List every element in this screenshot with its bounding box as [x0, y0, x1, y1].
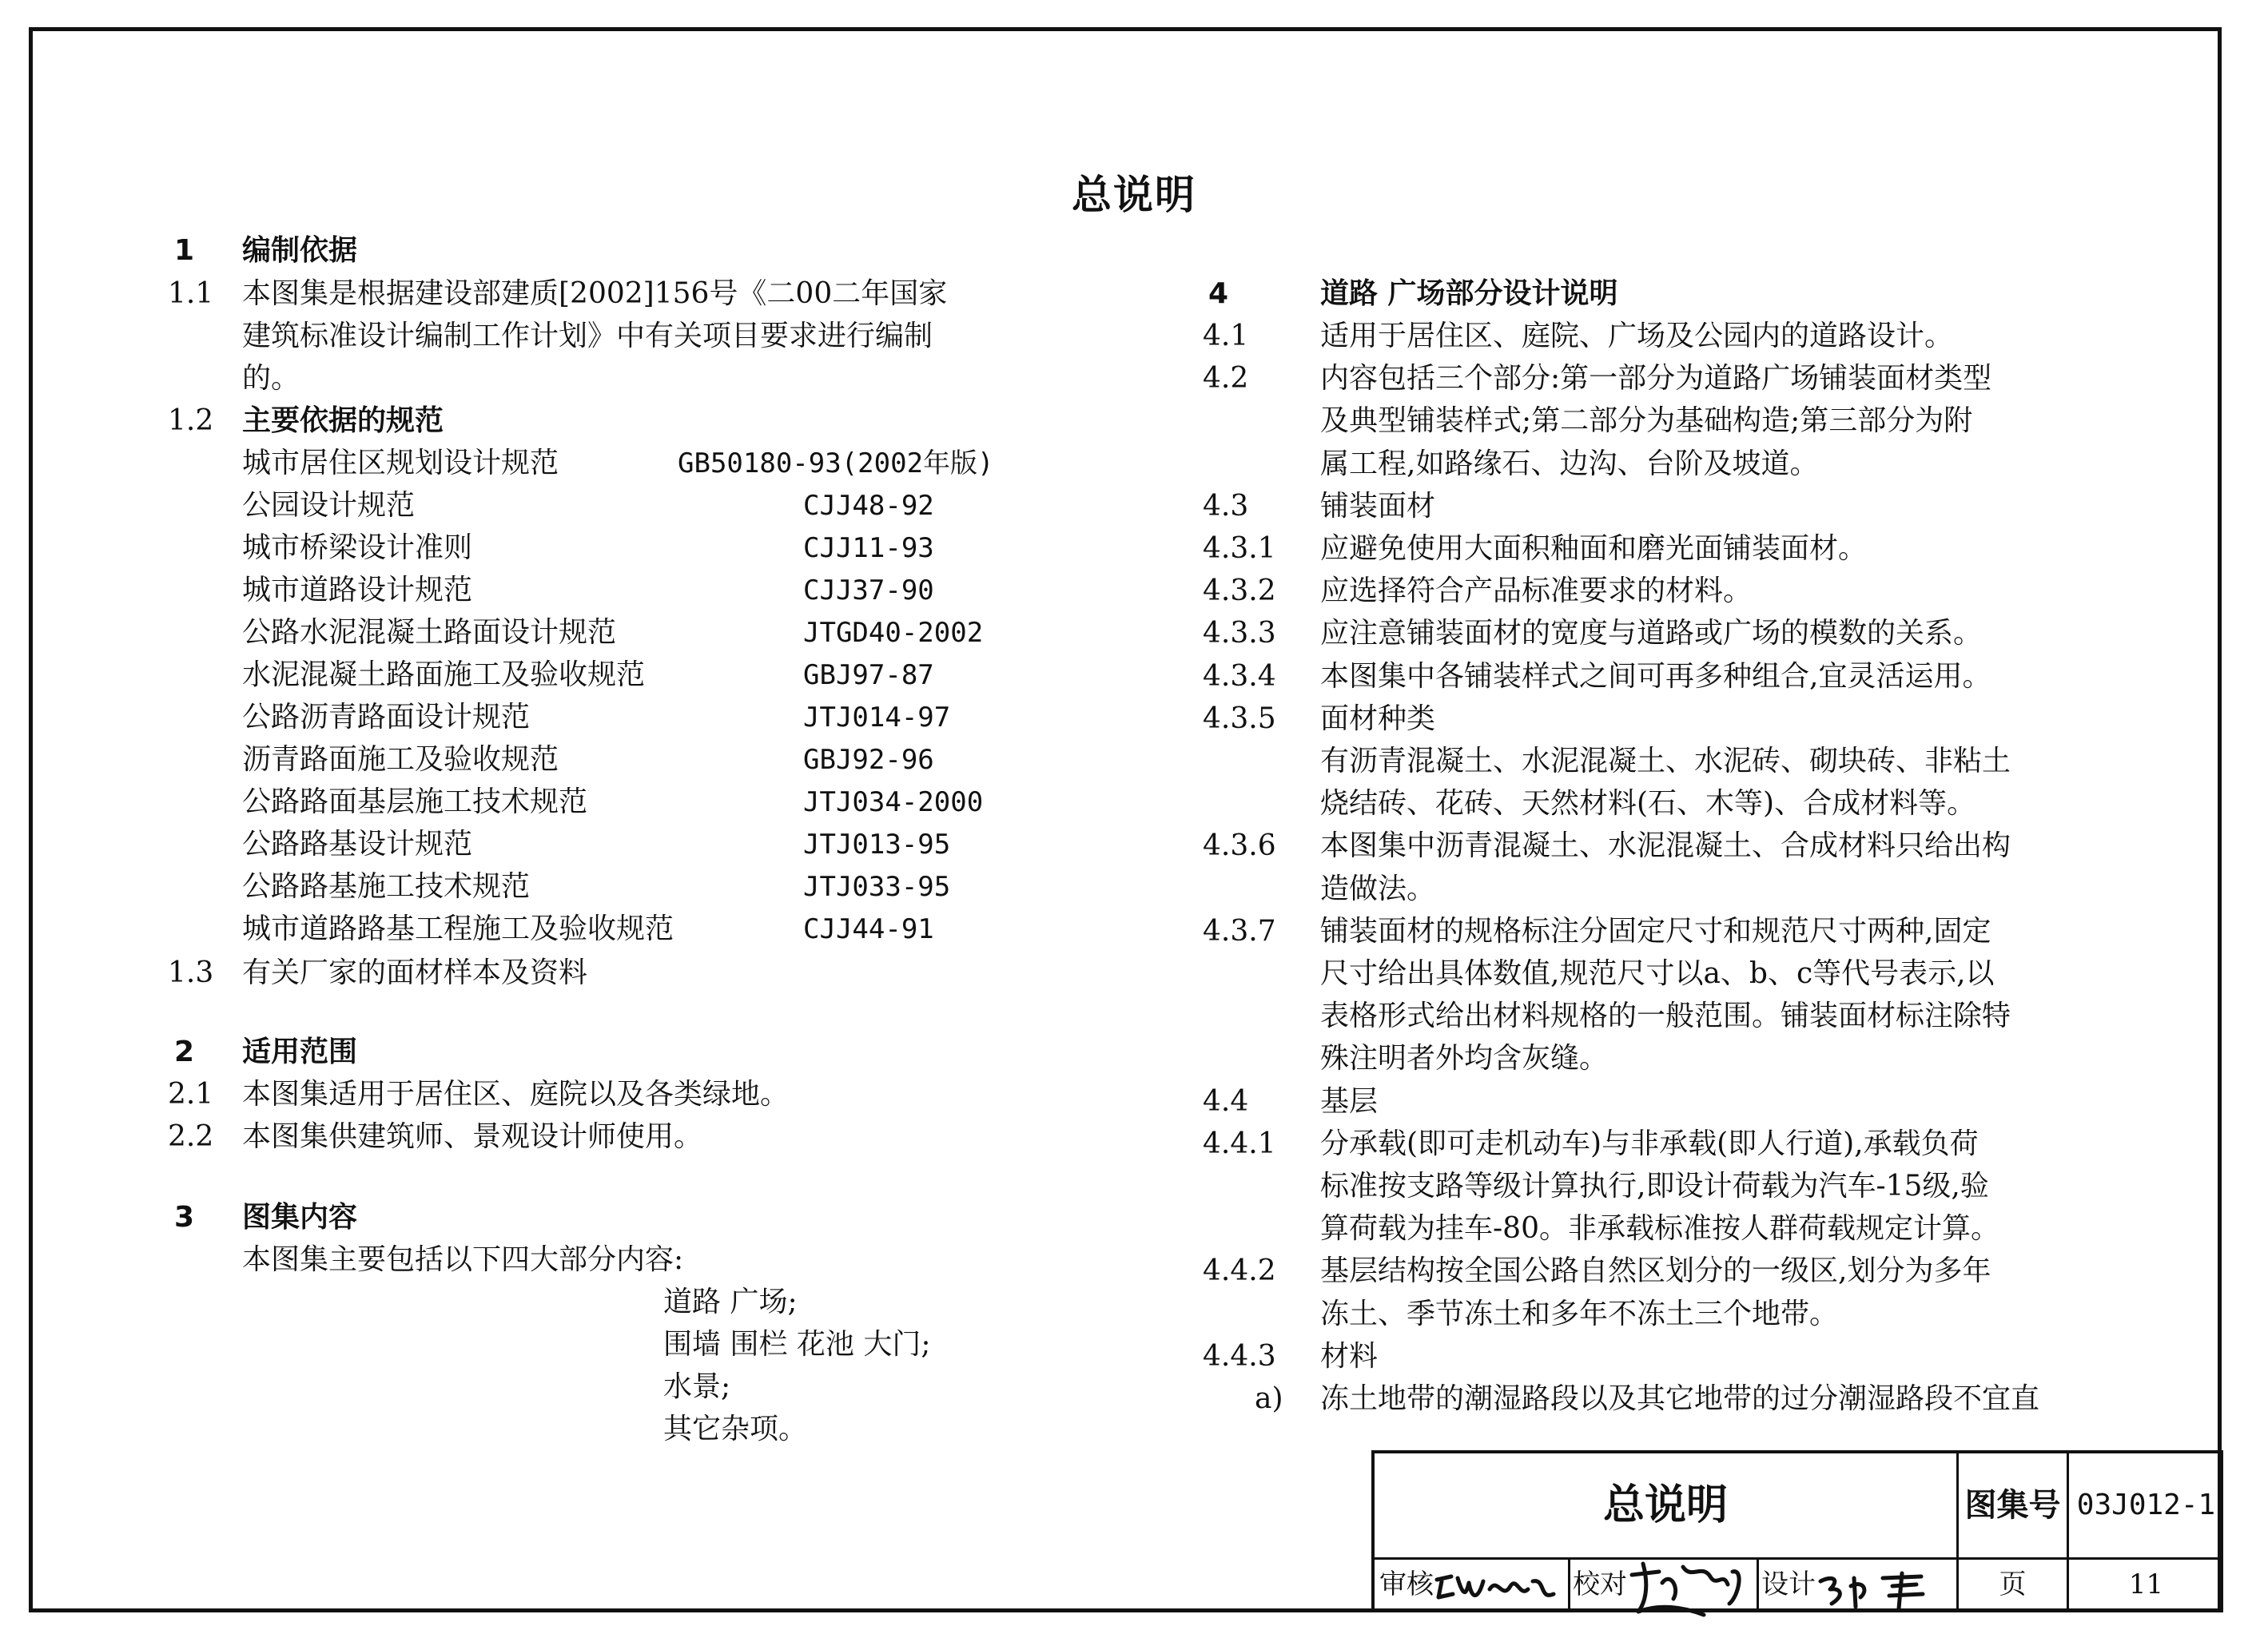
item-number: 4.4.1	[1203, 1127, 1276, 1160]
atlas-number-label: 图集号	[1964, 1487, 2061, 1524]
standard-code: CJJ11-93	[803, 532, 934, 564]
item-text-line: 应避免使用大面积釉面和磨光面铺装面材。	[1320, 532, 1868, 565]
item-number: 4.3.7	[1203, 914, 1276, 948]
item-1-3-text: 有关厂家的面材样本及资料	[242, 956, 588, 989]
content-item: 其它杂项。	[663, 1413, 808, 1445]
item-number: 4.3.1	[1203, 532, 1276, 565]
item-text-line: 基层结构按全国公路自然区划分的一级区,划分为多年	[1320, 1254, 1991, 1288]
page-title: 总说明	[1072, 172, 1196, 218]
standard-code: GBJ92-96	[803, 744, 934, 776]
standard-code: GB50180-93(2002年版)	[678, 447, 994, 479]
page-label: 页	[1999, 1568, 2027, 1600]
review-signature	[1434, 1565, 1563, 1610]
item-text-line: 内容包括三个部分:第一部分为道路广场铺装面材类型	[1320, 362, 1992, 396]
item-text-line: 有沥青混凝土、水泥混凝土、水泥砖、砌块砖、非粘土	[1320, 745, 2011, 777]
title-block	[1371, 1450, 2223, 1612]
item-number: 4.3.2	[1203, 575, 1276, 608]
item-1-2-heading: 主要依据的规范	[242, 404, 444, 437]
item-2-1-number: 2.1	[168, 1078, 214, 1111]
section-4-heading: 道路 广场部分设计说明	[1320, 277, 1618, 310]
item-text-line: 应注意铺装面材的宽度与道路或广场的模数的关系。	[1320, 617, 1983, 650]
item-text-line: 本图集中沥青混凝土、水泥混凝土、合成材料只给出构	[1320, 829, 2011, 863]
review-label: 审核	[1379, 1568, 1434, 1600]
item-number: 4.4.2	[1203, 1254, 1276, 1288]
standard-name: 沥青路面施工及验收规范	[242, 743, 559, 776]
check-label: 校对	[1573, 1568, 1627, 1600]
standard-name: 城市居住区规划设计规范	[242, 447, 559, 479]
item-number: 4.1	[1203, 320, 1249, 352]
section-1-heading: 编制依据	[242, 234, 358, 267]
page-number: 11	[2128, 1568, 2164, 1600]
item-number: 4.2	[1203, 362, 1249, 396]
item-text-line: 表格形式给出材料规格的一般范围。铺装面材标注除特	[1320, 1000, 2011, 1033]
item-1-3-number: 1.3	[168, 956, 214, 989]
item-text-line: 算荷载为挂车-80。非承载标准按人群荷载规定计算。	[1320, 1212, 1999, 1246]
item-text-line: 冻土地带的潮湿路段以及其它地带的过分潮湿路段不宜直	[1320, 1382, 2040, 1415]
section-2-heading: 适用范围	[242, 1036, 358, 1068]
standard-name: 城市道路设计规范	[242, 574, 473, 606]
design-signature	[1816, 1562, 1952, 1612]
standard-name: 公路路基设计规范	[242, 828, 473, 861]
design-label: 设计	[1761, 1568, 1816, 1600]
item-text-line: 应选择符合产品标准要求的材料。	[1320, 575, 1753, 608]
item-number: 4.4	[1203, 1084, 1249, 1118]
atlas-number: 03J012-1	[2076, 1489, 2216, 1521]
standard-name: 城市桥梁设计准则	[242, 531, 473, 564]
item-number: 4.3.3	[1203, 617, 1276, 650]
standard-name: 公路路基施工技术规范	[242, 870, 531, 903]
section-2-number: 2	[174, 1036, 195, 1068]
standard-name: 公路水泥混凝土路面设计规范	[242, 616, 617, 649]
item-text-line: 本图集中各铺装样式之间可再多种组合,宜灵活运用。	[1320, 659, 1991, 693]
standard-name: 水泥混凝土路面施工及验收规范	[242, 658, 646, 691]
item-2-2-text: 本图集供建筑师、景观设计师使用。	[242, 1120, 703, 1153]
standard-code: JTJ034-2000	[803, 786, 984, 818]
item-number: 4.3.5	[1203, 702, 1276, 735]
item-text-line: 适用于居住区、庭院、广场及公园内的道路设计。	[1320, 320, 1954, 352]
standard-code: JTJ014-97	[803, 702, 951, 734]
item-number: 4.3	[1203, 489, 1249, 523]
item-text-line: 烧结砖、花砖、天然材料(石、木等)、合成材料等。	[1320, 787, 1976, 821]
standard-code: JTJ033-95	[803, 871, 951, 903]
item-1-1-line: 的。	[242, 362, 300, 395]
standard-name: 公路路面基层施工技术规范	[242, 785, 588, 818]
item-number: a)	[1255, 1382, 1283, 1415]
content-item: 水景;	[663, 1370, 731, 1403]
item-text-line: 铺装面材	[1320, 489, 1436, 523]
section-3-number: 3	[174, 1201, 195, 1234]
item-text-line: 分承载(即可走机动车)与非承载(即人行道),承载负荷	[1320, 1127, 1979, 1160]
item-1-1-number: 1.1	[168, 277, 214, 310]
item-2-2-number: 2.2	[168, 1120, 214, 1153]
section-4-number: 4	[1208, 277, 1229, 310]
check-signature	[1627, 1548, 1753, 1620]
section-1-number: 1	[174, 234, 195, 267]
standard-name: 城市道路路基工程施工及验收规范	[242, 912, 674, 945]
item-text-line: 冻土、季节冻土和多年不冻土三个地带。	[1320, 1297, 1839, 1330]
standard-code: CJJ37-90	[803, 575, 934, 606]
item-text-line: 面材种类	[1320, 702, 1436, 735]
item-text-line: 标准按支路等级计算执行,即设计荷载为汽车-15级,验	[1320, 1170, 1989, 1203]
item-text-line: 及典型铺装样式;第二部分为基础构造;第三部分为附	[1320, 404, 1973, 438]
item-text-line: 尺寸给出具体数值,规范尺寸以a、b、c等代号表示,以	[1320, 957, 1995, 990]
item-text-line: 造做法。	[1320, 872, 1436, 905]
item-1-2-number: 1.2	[168, 404, 214, 437]
item-1-1-line: 建筑标准设计编制工作计划》中有关项目要求进行编制	[242, 320, 933, 352]
section-3-intro: 本图集主要包括以下四大部分内容:	[242, 1243, 684, 1276]
item-text-line: 基层	[1320, 1084, 1379, 1118]
content-item: 围墙 围栏 花池 大门;	[663, 1328, 931, 1361]
standard-name: 公园设计规范	[242, 489, 416, 522]
item-text-line: 铺装面材的规格标注分固定尺寸和规范尺寸两种,固定	[1320, 914, 1991, 948]
item-number: 4.3.6	[1203, 829, 1276, 863]
title-block-title: 总说明	[1602, 1481, 1728, 1529]
standard-code: CJJ44-91	[803, 913, 934, 945]
item-text-line: 材料	[1320, 1339, 1379, 1373]
item-text-line: 殊注明者外均含灰缝。	[1320, 1042, 1609, 1075]
item-number: 4.4.3	[1203, 1339, 1276, 1373]
content-item: 道路 广场;	[663, 1286, 798, 1318]
item-2-1-text: 本图集适用于居住区、庭院以及各类绿地。	[242, 1078, 790, 1111]
item-number: 4.3.4	[1203, 659, 1276, 693]
standard-code: JTJ013-95	[803, 829, 951, 861]
standard-code: GBJ97-87	[803, 659, 934, 691]
item-text-line: 属工程,如路缘石、边沟、台阶及坡道。	[1320, 447, 1819, 480]
standard-name: 公路沥青路面设计规范	[242, 701, 531, 734]
standard-code: CJJ48-92	[803, 490, 934, 522]
standard-code: JTGD40-2002	[803, 617, 984, 649]
section-3-heading: 图集内容	[242, 1201, 358, 1234]
item-1-1-line: 本图集是根据建设部建质[2002]156号《二00二年国家	[242, 277, 948, 310]
